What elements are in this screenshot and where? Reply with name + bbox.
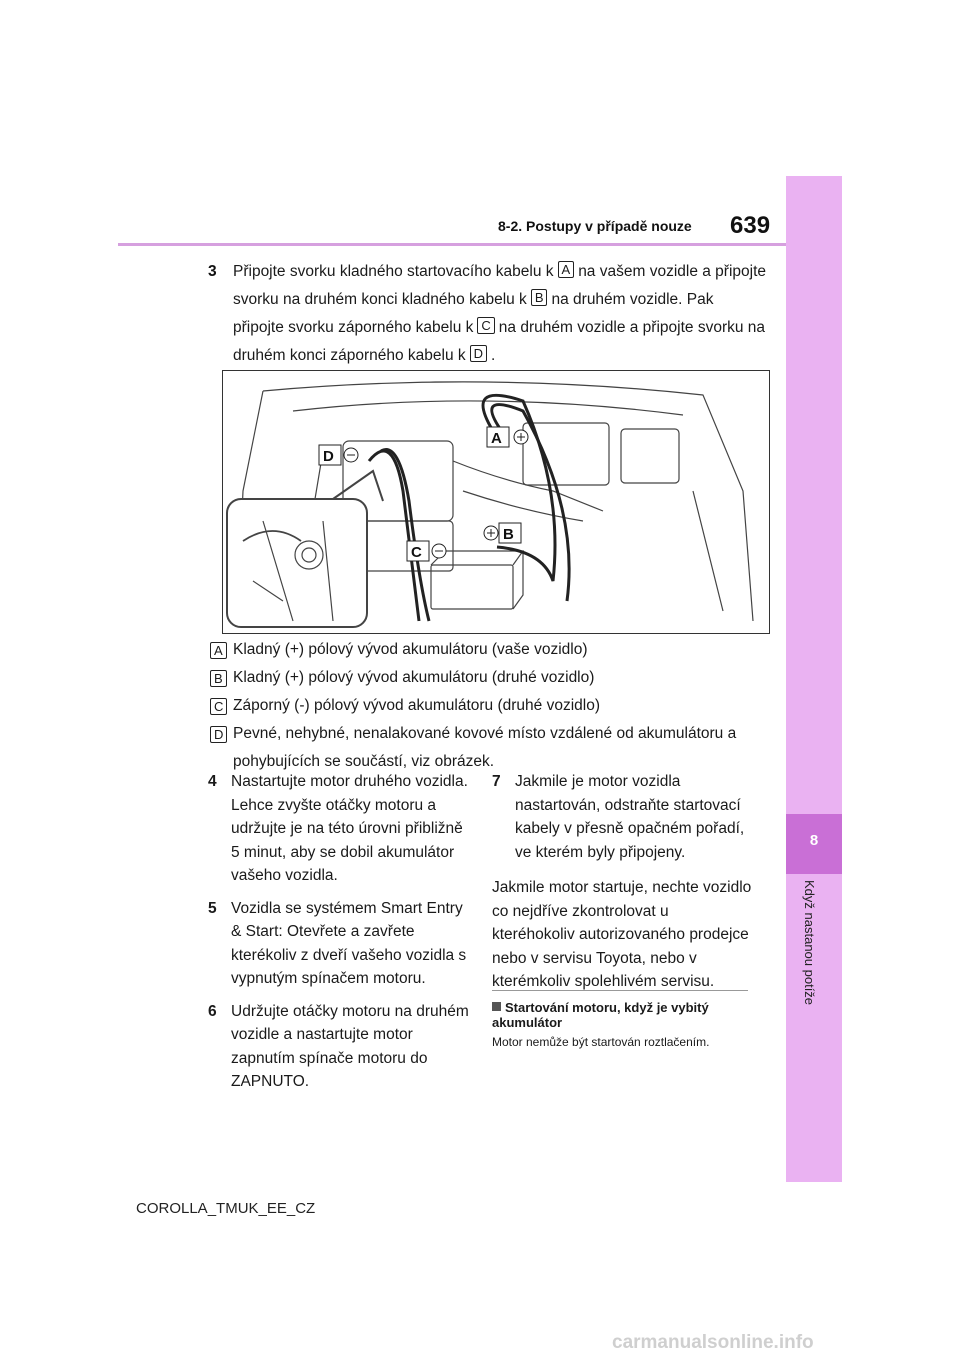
step-text: Nastartujte motor druhého vozidla. Lehce zvyšte otáčky motoru a udržujte je na této úrovni přibližně 5 minut, aby se dobil akumulátor vašeho vozidla. xyxy=(231,773,468,884)
legend-item xyxy=(208,720,768,776)
step-number: 7 xyxy=(492,773,501,790)
label-key-c: C xyxy=(477,317,494,334)
figure-label-a: A xyxy=(491,430,502,447)
legend-item xyxy=(208,636,768,664)
step-5 xyxy=(208,897,470,991)
figure-legend xyxy=(208,636,768,776)
legend-key: B xyxy=(210,670,227,687)
step-text: Udržujte otáčky motoru na druhém vozidle a nastartujte motor zapnutím spínače motoru do ZAPNUTO. xyxy=(231,1002,469,1090)
note-text: Motor nemůže být startován roztlačením. xyxy=(492,1035,710,1049)
label-key-a: A xyxy=(558,261,575,278)
watermark: carmanualsonline.info xyxy=(612,1332,814,1353)
step-text-part: Připojte svorku kladného startovacího kabelu k xyxy=(233,263,554,280)
step-text-part: na vašem vozidle a připojte svorku na druhém konci kladného kabelu k xyxy=(233,263,767,308)
step-6 xyxy=(208,1000,470,1094)
label-key-b: B xyxy=(531,289,548,306)
note-divider xyxy=(492,990,748,991)
figure-label-c: C xyxy=(411,544,422,561)
engine-bay-drawing xyxy=(223,371,769,633)
page-number: 639 xyxy=(730,212,771,239)
step-text-part: na druhém vozidle. Pak připojte svorku záporného kabelu k xyxy=(233,291,714,336)
section-title: 8-2. Postupy v případě nouze xyxy=(498,218,692,234)
right-column xyxy=(492,770,754,994)
legend-text: Kladný (+) pólový vývod akumulátoru (vaše vozidlo) xyxy=(233,641,588,658)
chapter-side-tab xyxy=(786,176,842,1182)
legend-text: Pevné, nehybné, nenalakované kovové místo vzdálené od akumulátoru a pohybujících se součástí, viz obrázek. xyxy=(233,725,737,770)
note-title xyxy=(492,1000,748,1030)
step-number: 6 xyxy=(208,1002,217,1020)
chapter-title-text: Když nastanou potíže xyxy=(802,880,817,1006)
step-text: Jakmile je motor vozidla nastartován, odstraňte startovací kabely v přesně opačném pořadí, ve kterém byly připojeny. xyxy=(515,773,745,861)
legend-item xyxy=(208,692,768,720)
step-3 xyxy=(208,258,768,370)
note-title-text: Startování motoru, když je vybitý akumulátor xyxy=(492,1000,709,1030)
step-4 xyxy=(208,770,470,888)
step-7 xyxy=(492,770,754,864)
legend-text: Záporný (-) pólový vývod akumulátoru (druhé vozidlo) xyxy=(233,697,600,714)
legend-key: A xyxy=(210,642,227,659)
header-divider xyxy=(118,243,786,246)
label-key-d: D xyxy=(470,345,487,362)
figure-label-d: D xyxy=(323,448,334,465)
step-text: Vozidla se systémem Smart Entry & Start: Otevřete a zavřete kterékoliv z dveří vašeho vozidla s vypnutým spínačem motoru. xyxy=(231,899,467,987)
step-number: 5 xyxy=(208,899,217,917)
left-column xyxy=(208,770,470,1103)
legend-text: Kladný (+) pólový vývod akumulátoru (druhé vozidlo) xyxy=(233,669,595,686)
chapter-number: 8 xyxy=(809,832,819,849)
step-text xyxy=(233,258,768,370)
figure-label-b: B xyxy=(503,526,514,543)
step-text-part: na druhém vozidle a připojte svorku na druhém konci záporného kabelu k xyxy=(233,319,766,364)
footer-code: COROLLA_TMUK_EE_CZ xyxy=(136,1200,316,1217)
legend-key: C xyxy=(210,698,227,715)
after-start-paragraph: Jakmile motor startuje, nechte vozidlo co nejdříve zkontrolovat u kteréhokoliv autorizovaného prodejce nebo v servisu Toyota, nebo v kterémkoliv spolehlivém servisu. xyxy=(492,879,752,990)
chapter-title-vertical xyxy=(802,880,826,1030)
square-bullet-icon xyxy=(492,1002,501,1011)
step-number: 4 xyxy=(208,773,217,790)
legend-item xyxy=(208,664,768,692)
step-text-part: . xyxy=(491,347,496,364)
jump-start-illustration xyxy=(222,370,770,634)
step-number: 3 xyxy=(208,263,217,280)
legend-key: D xyxy=(210,726,227,743)
